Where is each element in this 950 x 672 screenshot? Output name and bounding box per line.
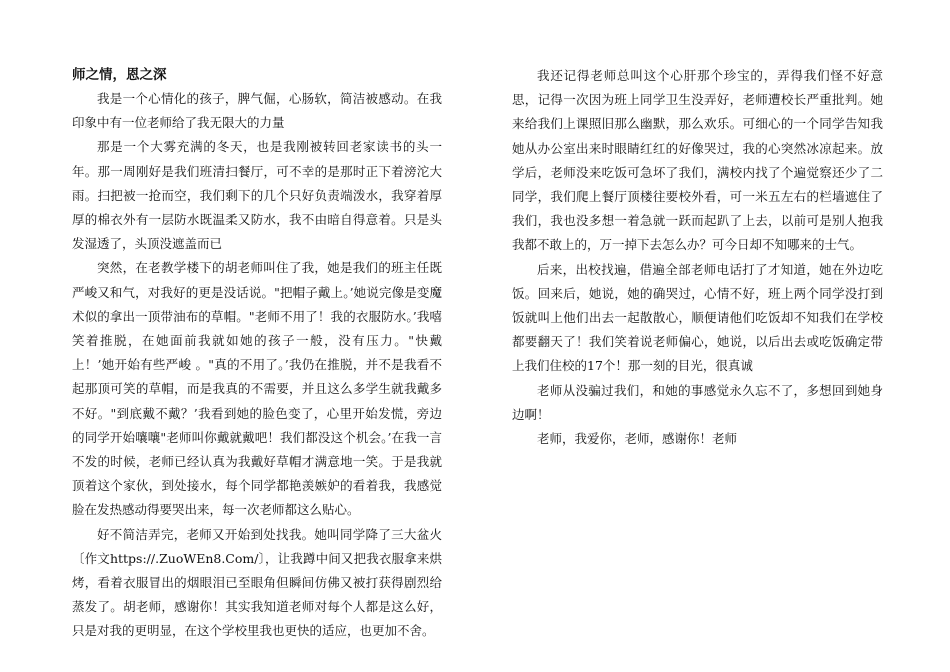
article-title: 师之情，恩之深 <box>72 67 167 83</box>
right-paragraph-2: 后来，出校找遍，借遍全部老师电话打了才知道，她在外边吃饭。回来后，她说，她的确哭过，心情不好，班上两个同学没打到饭就叫上他们出去一起散散心，顺便请他们吃饭却不知我们在学校都要翻天了！我们笑着说老师偏心，她说，以后出去或吃饭确定带上我们住校的17个！那一刻的目光，很真诚 <box>512 261 883 374</box>
left-column <box>72 64 442 644</box>
right-paragraph-1: 我还记得老师总叫这个心肝那个珍宝的，弄得我们怪不好意思，记得一次因为班上同学卫生没弄好，老师遭校长严重批判。她来给我们上课照旧那么幽默，那么欢乐。可细心的一个同学告知我她从办公室出来时眼睛红红的好像哭过，我的心突然冰凉起来。放学后，老师没来吃饭可急坏了我们，满校内找了个遍觉察还少了二同学，我们爬上餐厅顶楼往要校外看，可一米五左右的栏墙遮住了我们，我也没多想一着急就一跃而起趴了上去，以前可是别人抱我我都不敢上的，万一掉下去怎么办？可今日却不知哪来的士气。 <box>512 68 883 253</box>
right-paragraph-4: 老师，我爱你，老师，感谢你！老师 <box>537 431 738 447</box>
left-paragraph-3: 突然，在老教学楼下的胡老师叫住了我，她是我们的班主任既严峻又和气，对我好的更是没话说。"把帽子戴上。’她说完像是变魔术似的拿出一顶带油布的草帽。"老师不用了！我的衣服防水。’我嘻笑着推脱，在她面前我就如她的孩子一般，没有压力。"快戴上！’她开始有些严峻 。"真的不用了。’我仍在推脱，并不是我看不起那顶可笑的草帽，而是我真的不需要，并且这么多学生就我戴多不好。"到底戴不戴？’我看到她的脸色变了，心里开始发慌，旁边的同学开始嚷嚷"老师叫你戴就戴吧！我们都没这个机会。’在我一言不发的时候，老师已经认真为我戴好草帽才满意地一笑。于是我就顶着这个家伙，到处接水，每个同学都艳羡嫉妒的看着我，我感觉脸在发热感动得要哭出来，每一次老师都这么贴心。 <box>72 260 442 518</box>
left-paragraph-4: 好不简洁弄完，老师又开始到处找我。她叫同学降了三大盆火〔作文https://.ZuoWEn8.Com/〕，让我蹲中间又把我衣服拿来烘烤，看着衣服冒出的烟眼泪已至眼角但瞬间仿佛又被打获得剧烈给蒸发了。胡老师，感谢你！其实我知道老师对每个人都是这么好，只是对我的更明显，在这个学校里我也更快的适应，也更加不舍。 <box>72 526 442 639</box>
left-paragraph-1: 我是一个心情化的孩子，脾气倔，心肠软，简洁被感动。在我印象中有一位老师给了我无限大的力量 <box>72 91 442 131</box>
right-column <box>512 64 883 451</box>
left-paragraph-2: 那是一个大雾充满的冬天，也是我刚被转回老家读书的头一年。那一周刚好是我们班清扫餐厅，可不幸的是那时正下着滂沱大雨。扫把被一抢而空，我们剩下的几个只好负责端泼水，我穿着厚厚的棉衣外有一层防水既温柔又防水，我不由暗自得意着。只是头发湿透了，头顶没遮盖而已 <box>72 139 442 252</box>
right-paragraph-3: 老师从没骗过我们，和她的事感觉永久忘不了，多想回到她身边啊！ <box>512 382 883 422</box>
